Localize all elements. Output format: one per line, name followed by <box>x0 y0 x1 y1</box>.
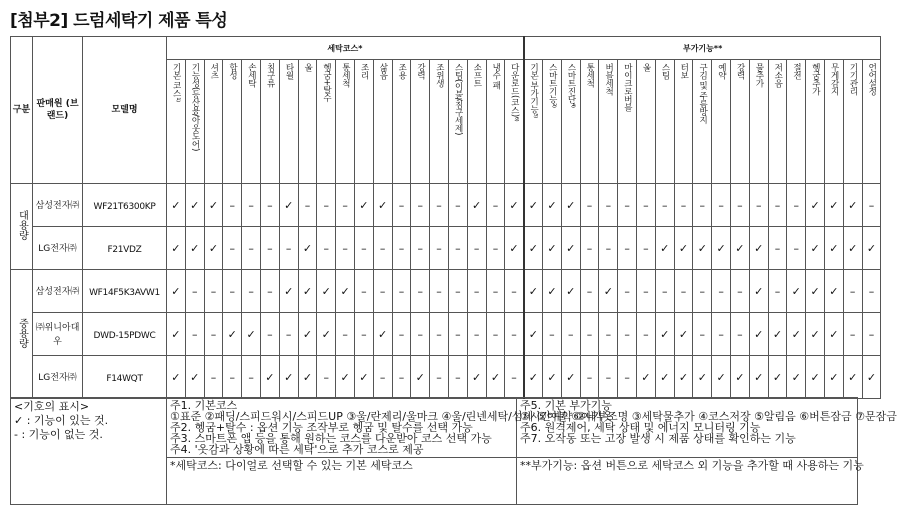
extra-mark-cell: ✓ <box>768 313 787 356</box>
extra-mark-cell: ✓ <box>862 227 881 270</box>
course-mark-cell: ✓ <box>317 270 336 313</box>
extra-feature-header: 기기관리 <box>843 60 862 184</box>
course-mark-cell: ✓ <box>486 356 505 399</box>
course-feature-header: 조위생 <box>430 60 449 184</box>
extra-mark-cell: ✓ <box>806 184 825 227</box>
extra-mark-cell: ✓ <box>787 313 806 356</box>
note-7: 주7. 오작동 또는 고장 발생 시 제품 상태를 확인하는 기능 <box>520 432 796 445</box>
extra-feature-header: 기본 부가기능⁵⁾ <box>524 60 543 184</box>
extra-mark-cell: ✓ <box>674 313 693 356</box>
course-feature-header: 손세탁 <box>242 60 261 184</box>
note-4: 주4. '옷감과 상황에 따른 세탁'으로 추가 코스로 제공 <box>170 443 424 456</box>
extra-mark-cell: ✓ <box>787 356 806 399</box>
extra-mark-cell: – <box>674 184 693 227</box>
extra-mark-cell: – <box>561 313 580 356</box>
brand-cell: ㈜위니아대우 <box>33 313 83 356</box>
brand-cell: LG전자㈜ <box>33 356 83 399</box>
course-mark-cell: – <box>298 184 317 227</box>
extra-mark-cell: – <box>768 270 787 313</box>
course-mark-cell: – <box>505 313 524 356</box>
course-mark-cell: ✓ <box>167 356 186 399</box>
category-header: 구분 <box>11 37 33 184</box>
course-mark-cell: ✓ <box>260 356 279 399</box>
extra-mark-cell: ✓ <box>862 356 881 399</box>
course-mark-cell: – <box>411 270 430 313</box>
note-1-detail: ①표준 ②패딩/스피드워시/스피드UP ③울/란제리/울마크 ④울/린넨세탁/섬세 ⑤이불 ⑥아기옷 <box>170 410 613 423</box>
extra-mark-cell: – <box>618 227 637 270</box>
brand-cell: LG전자㈜ <box>33 227 83 270</box>
extra-mark-cell: ✓ <box>824 356 843 399</box>
course-mark-cell: – <box>185 313 204 356</box>
extra-mark-cell: ✓ <box>712 356 731 399</box>
course-mark-cell: – <box>223 227 242 270</box>
course-mark-cell: ✓ <box>505 184 524 227</box>
extra-mark-cell: – <box>843 313 862 356</box>
note-2: 주2. 헹굼+탈수 : 옵션 기능 조작부로 헹굼 및 탈수를 선택 가능 <box>170 421 473 434</box>
extra-mark-cell: ✓ <box>824 313 843 356</box>
extra-mark-cell: – <box>862 313 881 356</box>
model-cell: DWD-15PDWC <box>83 313 167 356</box>
extra-mark-cell: – <box>787 227 806 270</box>
extra-definition: **부가기능: 옵션 버튼으로 세탁코스 외 기능을 추가할 때 사용하는 기능 <box>517 458 858 505</box>
extra-mark-cell: ✓ <box>543 227 562 270</box>
extra-feature-header: 언어설정 <box>862 60 881 184</box>
extra-mark-cell: – <box>693 184 712 227</box>
course-mark-cell: ✓ <box>204 227 223 270</box>
extra-feature-header: 스팀 <box>655 60 674 184</box>
course-mark-cell: – <box>467 270 486 313</box>
extra-mark-cell: – <box>768 227 787 270</box>
course-mark-cell: – <box>505 356 524 399</box>
legend-title: <기호의 표시> <box>14 400 90 413</box>
course-feature-header: 침구류 <box>260 60 279 184</box>
course-mark-cell: – <box>260 313 279 356</box>
model-cell: F21VDZ <box>83 227 167 270</box>
extra-mark-cell: ✓ <box>655 313 674 356</box>
course-mark-cell: ✓ <box>336 356 355 399</box>
extra-notes <box>517 398 897 458</box>
course-mark-cell: ✓ <box>185 356 204 399</box>
course-mark-cell: – <box>392 356 411 399</box>
extra-mark-cell: ✓ <box>824 270 843 313</box>
course-feature-header: 통세척 <box>336 60 355 184</box>
extra-mark-cell: – <box>768 184 787 227</box>
extra-mark-cell: ✓ <box>843 184 862 227</box>
extra-mark-cell: – <box>580 184 599 227</box>
extra-mark-cell: ✓ <box>712 227 731 270</box>
extra-mark-cell: – <box>637 270 656 313</box>
extra-mark-cell: – <box>618 184 637 227</box>
course-mark-cell: – <box>373 356 392 399</box>
course-mark-cell: – <box>223 184 242 227</box>
course-mark-cell: – <box>317 356 336 399</box>
course-mark-cell: ✓ <box>167 313 186 356</box>
extra-mark-cell: ✓ <box>749 356 768 399</box>
course-mark-cell: – <box>373 227 392 270</box>
course-mark-cell: ✓ <box>242 313 261 356</box>
page-title: [첨부2] 드럼세탁기 제품 특성 <box>10 11 228 31</box>
extra-feature-header: 구김 및 주름방지 <box>693 60 712 184</box>
extra-mark-cell: ✓ <box>561 270 580 313</box>
extra-mark-cell: ✓ <box>731 356 750 399</box>
extra-mark-cell: – <box>862 270 881 313</box>
extra-mark-cell: – <box>731 270 750 313</box>
extra-feature-header: 스마트진단⁴⁾ <box>561 60 580 184</box>
brand-header: 판매원 (브랜드) <box>33 37 83 184</box>
feature-table <box>10 36 881 399</box>
course-mark-cell: ✓ <box>298 356 317 399</box>
course-feature-header: 기능성(등산용/아웃도어) <box>185 60 204 184</box>
extra-mark-cell: – <box>862 184 881 227</box>
model-header: 모델명 <box>83 37 167 184</box>
note-1: 주1. 기본코스 <box>170 399 238 412</box>
model-cell: F14WQT <box>83 356 167 399</box>
course-mark-cell: – <box>448 356 467 399</box>
course-mark-cell: – <box>411 313 430 356</box>
extra-mark-cell: – <box>599 313 618 356</box>
course-mark-cell: ✓ <box>336 270 355 313</box>
extra-mark-cell: ✓ <box>599 270 618 313</box>
extra-mark-cell: ✓ <box>561 227 580 270</box>
course-mark-cell: – <box>204 270 223 313</box>
extra-mark-cell: – <box>787 184 806 227</box>
extra-mark-cell: ✓ <box>693 227 712 270</box>
legend-yes: ✓ : 기능이 있는 것. <box>14 414 109 427</box>
extra-mark-cell: ✓ <box>561 184 580 227</box>
course-mark-cell: – <box>242 356 261 399</box>
extra-mark-cell: ✓ <box>655 227 674 270</box>
extra-mark-cell: ✓ <box>674 227 693 270</box>
course-mark-cell: ✓ <box>373 313 392 356</box>
extra-mark-cell: ✓ <box>524 184 543 227</box>
extra-mark-cell: – <box>693 313 712 356</box>
extra-mark-cell: – <box>843 270 862 313</box>
course-mark-cell: – <box>185 270 204 313</box>
extra-mark-cell: ✓ <box>806 356 825 399</box>
extra-feature-header: 강력 <box>731 60 750 184</box>
course-mark-cell: – <box>430 184 449 227</box>
extra-mark-cell: – <box>712 184 731 227</box>
extra-mark-cell: – <box>674 270 693 313</box>
extra-mark-cell: ✓ <box>543 184 562 227</box>
course-mark-cell: – <box>430 356 449 399</box>
extra-mark-cell: – <box>749 184 768 227</box>
extra-feature-header: 헹굼추가 <box>806 60 825 184</box>
course-mark-cell: ✓ <box>411 356 430 399</box>
extra-mark-cell: ✓ <box>749 270 768 313</box>
extra-feature-header: 마이크로버블 <box>618 60 637 184</box>
extra-mark-cell: – <box>712 270 731 313</box>
course-mark-cell: – <box>411 227 430 270</box>
extra-group-header: 부가기능** <box>524 37 881 60</box>
extra-feature-header: 예약 <box>712 60 731 184</box>
extra-mark-cell: ✓ <box>806 313 825 356</box>
course-mark-cell: – <box>242 270 261 313</box>
extra-mark-cell: – <box>618 356 637 399</box>
course-mark-cell: – <box>411 184 430 227</box>
table-row <box>11 270 881 313</box>
extra-mark-cell: – <box>580 227 599 270</box>
course-mark-cell: – <box>336 184 355 227</box>
model-cell: WF21T6300KP <box>83 184 167 227</box>
course-mark-cell: ✓ <box>298 313 317 356</box>
note-5: 주5. 기본 부가기능 <box>520 399 612 412</box>
course-mark-cell: ✓ <box>185 184 204 227</box>
extra-mark-cell: – <box>599 356 618 399</box>
legend <box>11 398 167 505</box>
extra-mark-cell: – <box>637 313 656 356</box>
course-mark-cell: – <box>204 313 223 356</box>
course-definition: *세탁코스: 다이얼로 선택할 수 있는 기본 세탁코스 <box>167 458 517 505</box>
table-row <box>11 184 881 227</box>
course-mark-cell: – <box>505 270 524 313</box>
extra-mark-cell: ✓ <box>749 313 768 356</box>
course-mark-cell: – <box>467 227 486 270</box>
course-mark-cell: ✓ <box>204 184 223 227</box>
course-mark-cell: ✓ <box>373 184 392 227</box>
course-feature-header: 다운로드(코스)⁶⁾ <box>505 60 524 184</box>
course-mark-cell: ✓ <box>505 227 524 270</box>
course-mark-cell: – <box>467 313 486 356</box>
extra-mark-cell: ✓ <box>524 270 543 313</box>
extra-feature-header: 통세척 <box>580 60 599 184</box>
course-mark-cell: – <box>336 227 355 270</box>
course-mark-cell: – <box>354 313 373 356</box>
course-feature-header: 강력 <box>411 60 430 184</box>
course-mark-cell: ✓ <box>354 184 373 227</box>
course-feature-header: 울 <box>298 60 317 184</box>
course-mark-cell: – <box>260 227 279 270</box>
course-mark-cell: – <box>223 270 242 313</box>
extra-mark-cell: – <box>731 313 750 356</box>
course-feature-header: 소프트 <box>467 60 486 184</box>
course-feature-header: 냉수 패 <box>486 60 505 184</box>
extra-mark-cell: – <box>618 270 637 313</box>
course-mark-cell: ✓ <box>223 313 242 356</box>
course-mark-cell: ✓ <box>354 356 373 399</box>
course-feature-header: 기본 코스¹⁾ <box>167 60 186 184</box>
extra-mark-cell: ✓ <box>674 356 693 399</box>
extra-mark-cell: ✓ <box>806 227 825 270</box>
extra-feature-header: 스마트기능³⁾ <box>543 60 562 184</box>
note-3: 주3. 스마트폰 앱 등을 통해 원하는 코스를 다운받아 코스 선택 가능 <box>170 432 492 445</box>
course-mark-cell: ✓ <box>279 356 298 399</box>
extra-mark-cell: – <box>543 313 562 356</box>
extra-mark-cell: – <box>637 227 656 270</box>
extra-mark-cell: ✓ <box>524 227 543 270</box>
extra-mark-cell: – <box>599 184 618 227</box>
course-feature-header: 타월 <box>279 60 298 184</box>
course-mark-cell: ✓ <box>298 270 317 313</box>
extra-mark-cell: ✓ <box>787 270 806 313</box>
course-mark-cell: – <box>430 270 449 313</box>
course-mark-cell: ✓ <box>467 356 486 399</box>
model-cell: WF14F5K3AVW1 <box>83 270 167 313</box>
course-mark-cell: ✓ <box>167 227 186 270</box>
course-mark-cell: – <box>354 270 373 313</box>
course-group-header: 세탁코스* <box>167 37 524 60</box>
extra-mark-cell: – <box>731 184 750 227</box>
note-5-detail: ①시간예약 ②내부조명 ③세탁물추가 ④코스저장 ⑤알림음 ⑥버튼잠금 ⑦문잠금 <box>520 410 897 423</box>
extra-mark-cell: – <box>637 184 656 227</box>
extra-mark-cell: ✓ <box>731 227 750 270</box>
table-row <box>11 313 881 356</box>
course-mark-cell: – <box>486 227 505 270</box>
extra-mark-cell: ✓ <box>693 356 712 399</box>
course-mark-cell: – <box>242 184 261 227</box>
extra-mark-cell: – <box>712 313 731 356</box>
course-mark-cell: – <box>448 270 467 313</box>
brand-cell: 삼성전자㈜ <box>33 184 83 227</box>
extra-feature-header: 저소음 <box>768 60 787 184</box>
course-mark-cell: – <box>448 227 467 270</box>
note-6: 주6. 원격제어, 세탁 상태 및 에너지 모니터링 기능 <box>520 421 761 434</box>
course-mark-cell: – <box>317 184 336 227</box>
extra-mark-cell: ✓ <box>843 227 862 270</box>
course-mark-cell: – <box>279 313 298 356</box>
extra-mark-cell: ✓ <box>524 313 543 356</box>
extra-mark-cell: – <box>580 270 599 313</box>
course-mark-cell: – <box>373 270 392 313</box>
course-mark-cell: – <box>486 184 505 227</box>
table-row <box>11 227 881 270</box>
course-mark-cell: – <box>392 270 411 313</box>
course-mark-cell: – <box>392 227 411 270</box>
extra-mark-cell: – <box>655 184 674 227</box>
extra-mark-cell: – <box>580 356 599 399</box>
course-mark-cell: – <box>486 313 505 356</box>
extra-mark-cell: ✓ <box>843 356 862 399</box>
extra-mark-cell: ✓ <box>655 356 674 399</box>
extra-mark-cell: ✓ <box>561 356 580 399</box>
extra-mark-cell: ✓ <box>543 356 562 399</box>
legend-no: - : 기능이 없는 것. <box>14 428 103 441</box>
extra-mark-cell: ✓ <box>637 356 656 399</box>
course-feature-header: 삶음 <box>373 60 392 184</box>
course-mark-cell: – <box>279 227 298 270</box>
extra-mark-cell: – <box>693 270 712 313</box>
extra-mark-cell: – <box>599 227 618 270</box>
extra-mark-cell: ✓ <box>749 227 768 270</box>
course-mark-cell: – <box>448 313 467 356</box>
category-cell: 중용량 <box>11 270 33 399</box>
course-mark-cell: – <box>430 227 449 270</box>
course-mark-cell: – <box>392 313 411 356</box>
extra-feature-header: 물추가 <box>749 60 768 184</box>
course-mark-cell: – <box>336 313 355 356</box>
extra-feature-header: 터보 <box>674 60 693 184</box>
course-mark-cell: – <box>260 270 279 313</box>
course-mark-cell: ✓ <box>317 313 336 356</box>
course-mark-cell: – <box>448 184 467 227</box>
brand-cell: 삼성전자㈜ <box>33 270 83 313</box>
course-feature-header: 합성 <box>223 60 242 184</box>
extra-mark-cell: ✓ <box>524 356 543 399</box>
course-mark-cell: ✓ <box>279 270 298 313</box>
course-feature-header: 스팀(이불/침구세제) <box>448 60 467 184</box>
course-feature-header: 조용 <box>392 60 411 184</box>
course-feature-header: 셔츠 <box>204 60 223 184</box>
extra-feature-header: 절전 <box>787 60 806 184</box>
course-mark-cell: – <box>242 227 261 270</box>
extra-mark-cell: ✓ <box>824 227 843 270</box>
course-mark-cell: – <box>260 184 279 227</box>
extra-mark-cell: ✓ <box>768 356 787 399</box>
course-mark-cell: – <box>430 313 449 356</box>
category-cell: 대용량 <box>11 184 33 270</box>
course-mark-cell: – <box>486 270 505 313</box>
course-feature-header: 헹굼+탈수 <box>317 60 336 184</box>
extra-mark-cell: – <box>655 270 674 313</box>
course-mark-cell: ✓ <box>167 184 186 227</box>
course-mark-cell: ✓ <box>298 227 317 270</box>
course-mark-cell: – <box>392 184 411 227</box>
course-mark-cell: – <box>354 227 373 270</box>
extra-mark-cell: ✓ <box>806 270 825 313</box>
course-feature-header: 조리 <box>354 60 373 184</box>
course-mark-cell: – <box>204 356 223 399</box>
extra-mark-cell: ✓ <box>824 184 843 227</box>
table-row <box>11 356 881 399</box>
course-mark-cell: – <box>223 356 242 399</box>
notes-table <box>10 397 897 505</box>
course-mark-cell: ✓ <box>167 270 186 313</box>
course-mark-cell: ✓ <box>467 184 486 227</box>
course-mark-cell: – <box>317 227 336 270</box>
extra-mark-cell: ✓ <box>543 270 562 313</box>
extra-feature-header: 무게감지 <box>824 60 843 184</box>
course-mark-cell: ✓ <box>279 184 298 227</box>
extra-mark-cell: – <box>618 313 637 356</box>
extra-feature-header: 버블세척 <box>599 60 618 184</box>
extra-feature-header: 울 <box>637 60 656 184</box>
extra-mark-cell: – <box>580 313 599 356</box>
course-mark-cell: ✓ <box>185 227 204 270</box>
